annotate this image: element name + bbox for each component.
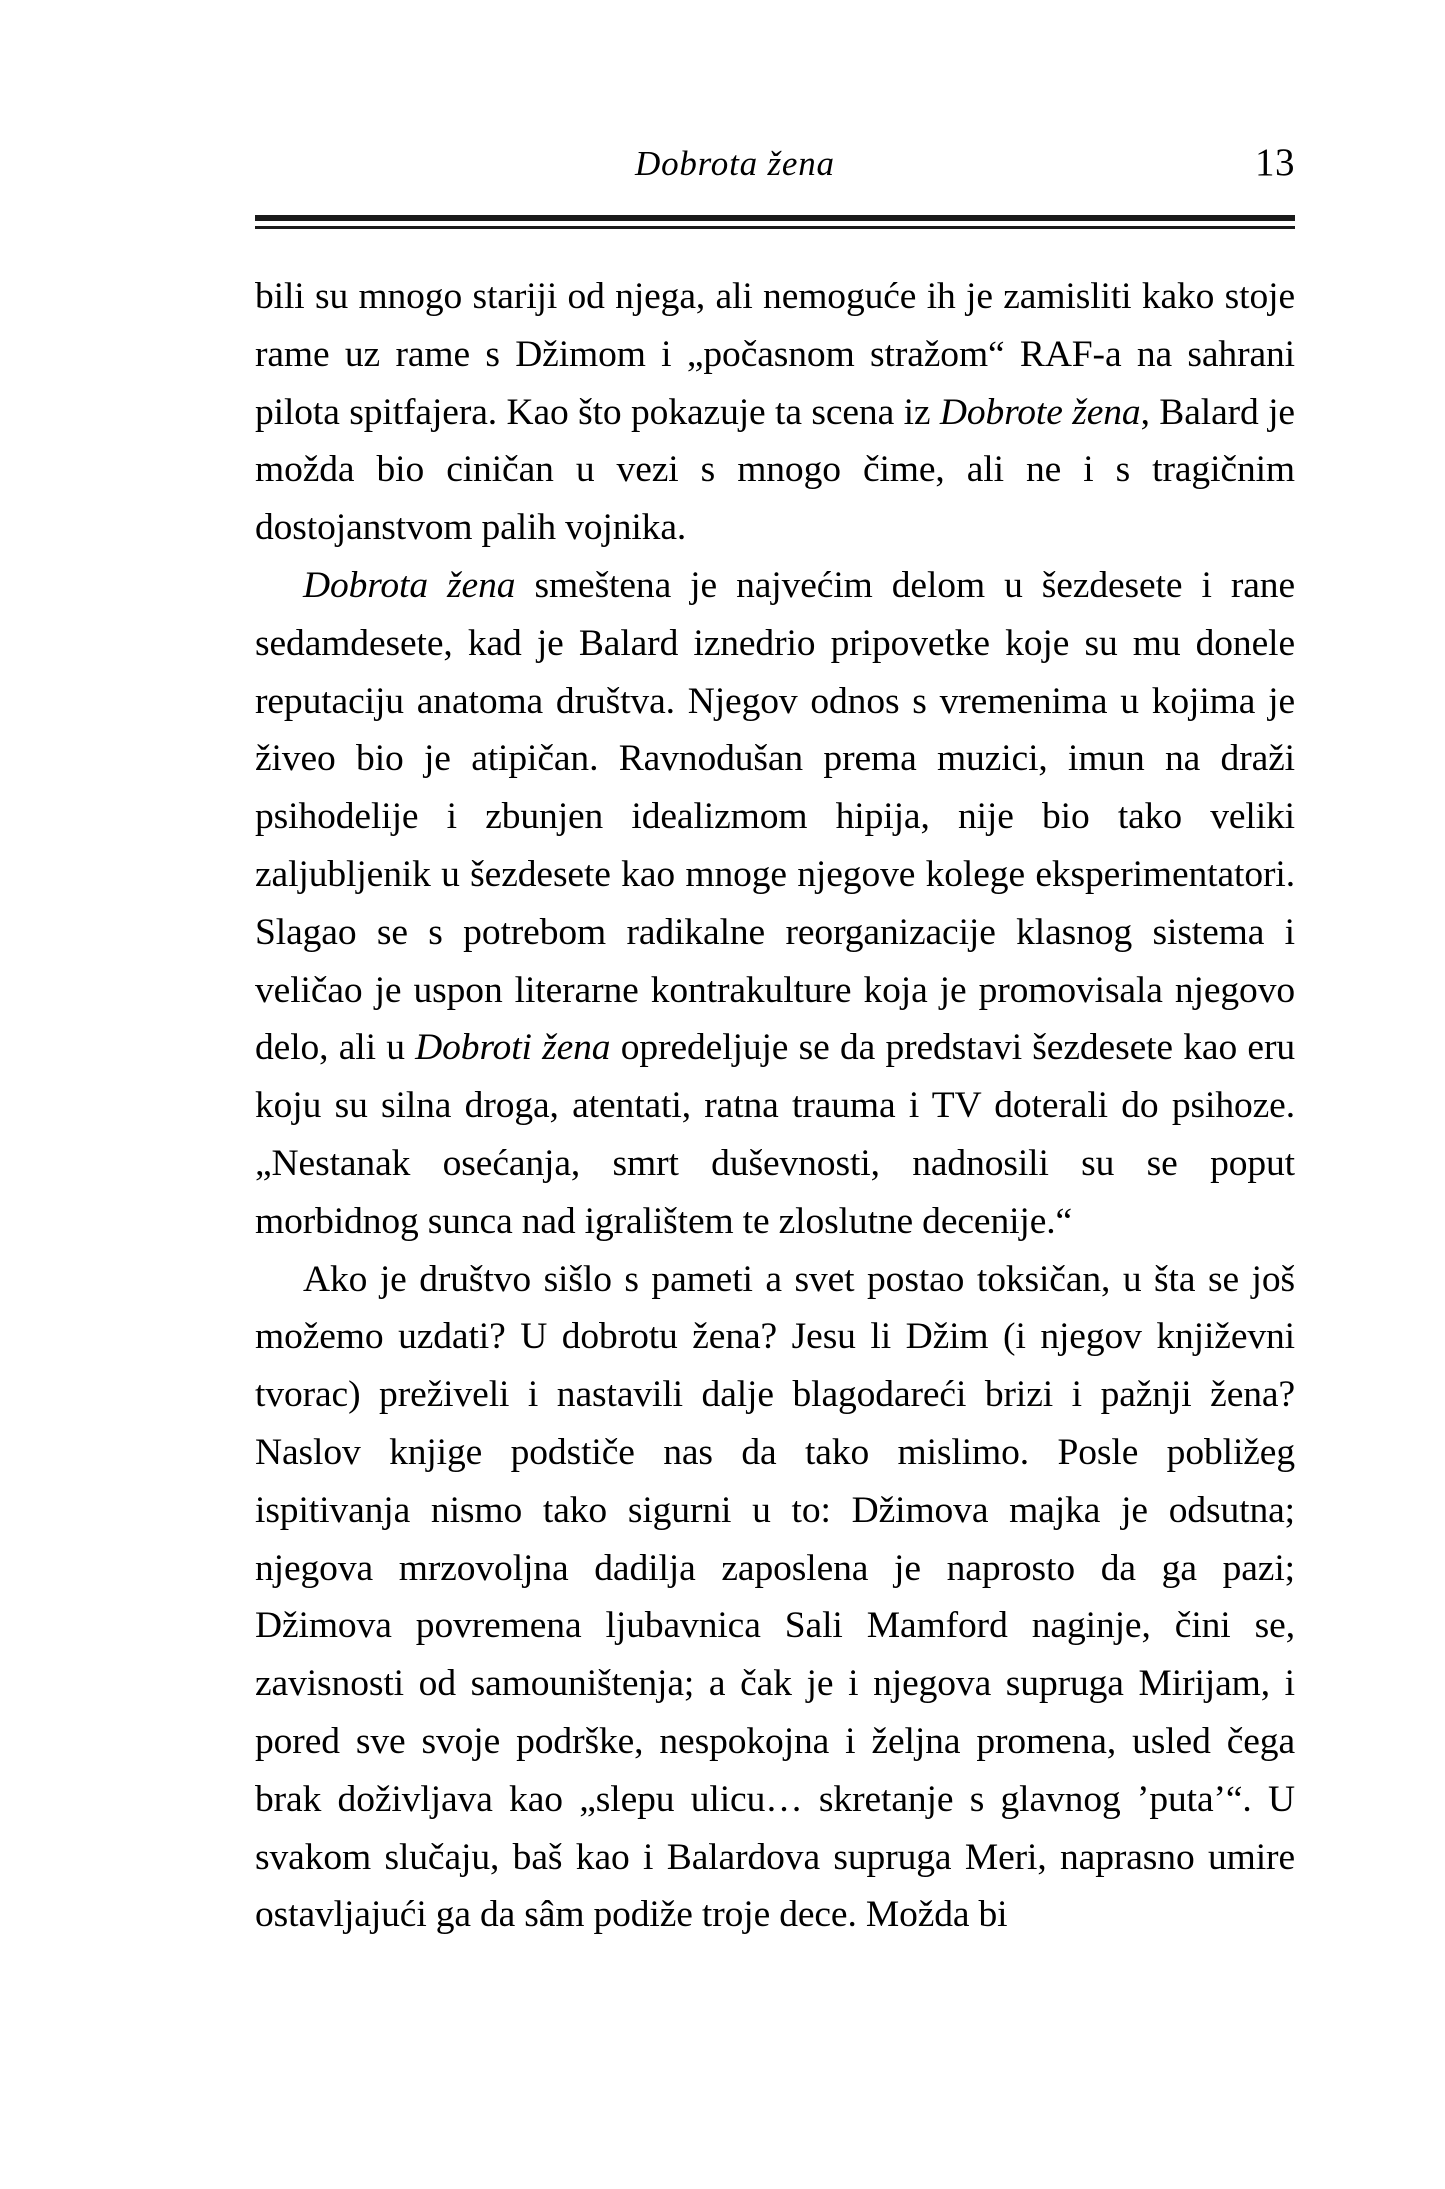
text-run: smeštena je najvećim delom u šezdesete i rane sedamdesete, kad je Balard iznedrio pripovetke koje su mu donele reputaciju anatoma društva. Njegov odnos s vremenima u kojima je živeo bio je atipičan. Ravnodušan prema muzici, imun na draži psihodelije i zbunjen idealizmom hipija, nije bio tako veliki zaljubljenik u šezdesete kao mnoge njegove kolege eksperimentatori. Slagao se s potrebom radikalne reorganizacije klasnog sistema i veličao je uspon literarne kontrakulture koja je promovisala njegovo delo, ali u — [255, 564, 1296, 1069]
running-head: Dobrota žena — [635, 144, 835, 183]
body-text-block — [255, 268, 1295, 1944]
rule-thin — [255, 226, 1295, 229]
text-run: opredeljuje se da predstavi šezdesete kao eru koju su silna droga, atentati, ratna trauma i TV doterali do psihoze. „Nestanak osećanja, smrt duševnosti, nadnosili su se poput morbidnog sunca nad igralištem te zloslutne decenije.“ — [255, 1027, 1295, 1242]
header-row — [255, 140, 1295, 206]
page-header — [255, 140, 1295, 229]
text-run: Ako je društvo sišlo s pameti a svet postao toksičan, u šta se još možemo uzdati? U dobrotu žena? Jesu li Džim (i njegov književni tvorac) preživeli i nastavili dalje blagodareći brizi i pažnji žena? Naslov knjige podstiče nas da tako mislimo. Posle pobližeg ispitivanja nismo tako sigurni u to: Džimova majka je odsutna; njegova mrzovoljna dadilja zaposlena je naprosto da ga pazi; Džimova povremena ljubavnica Sali Mamford naginje, čini se, zavisnosti od samouništenja; a čak je i njegova supruga Mirijam, i pored sve svoje podrške, nespokojna i željna promena, usled čega brak doživljava kao „slepu ulicu… skretanje s glavnog ’puta’“. U svakom slučaju, baš kao i Balardova supruga Meri, naprasno umire ostavljajući ga da sâm podiže troje dece. Možda bi — [255, 1258, 1295, 1936]
header-double-rule — [255, 215, 1295, 229]
para-2 — [255, 557, 1295, 1251]
text-run: , Balard je možda bio ciničan u vezi s mnogo čime, ali ne i s tragičnim dostojanstvom palih vojnika. — [255, 391, 1295, 549]
para-1 — [255, 268, 1295, 557]
italic-title-run: Dobrota žena — [303, 564, 516, 606]
text-run: bili su mnogo stariji od njega, ali nemoguće ih je zamisliti kako stoje rame uz rame s Džimom i „počasnom stražom“ RAF-a na sahrani pilota spitfajera. Kao što pokazuje ta scena iz — [255, 276, 1295, 433]
italic-title-run: Dobrote žena — [939, 391, 1141, 433]
page-number: 13 — [1255, 141, 1295, 184]
para-3 — [255, 1251, 1295, 1945]
italic-title-run: Dobroti žena — [415, 1027, 611, 1069]
